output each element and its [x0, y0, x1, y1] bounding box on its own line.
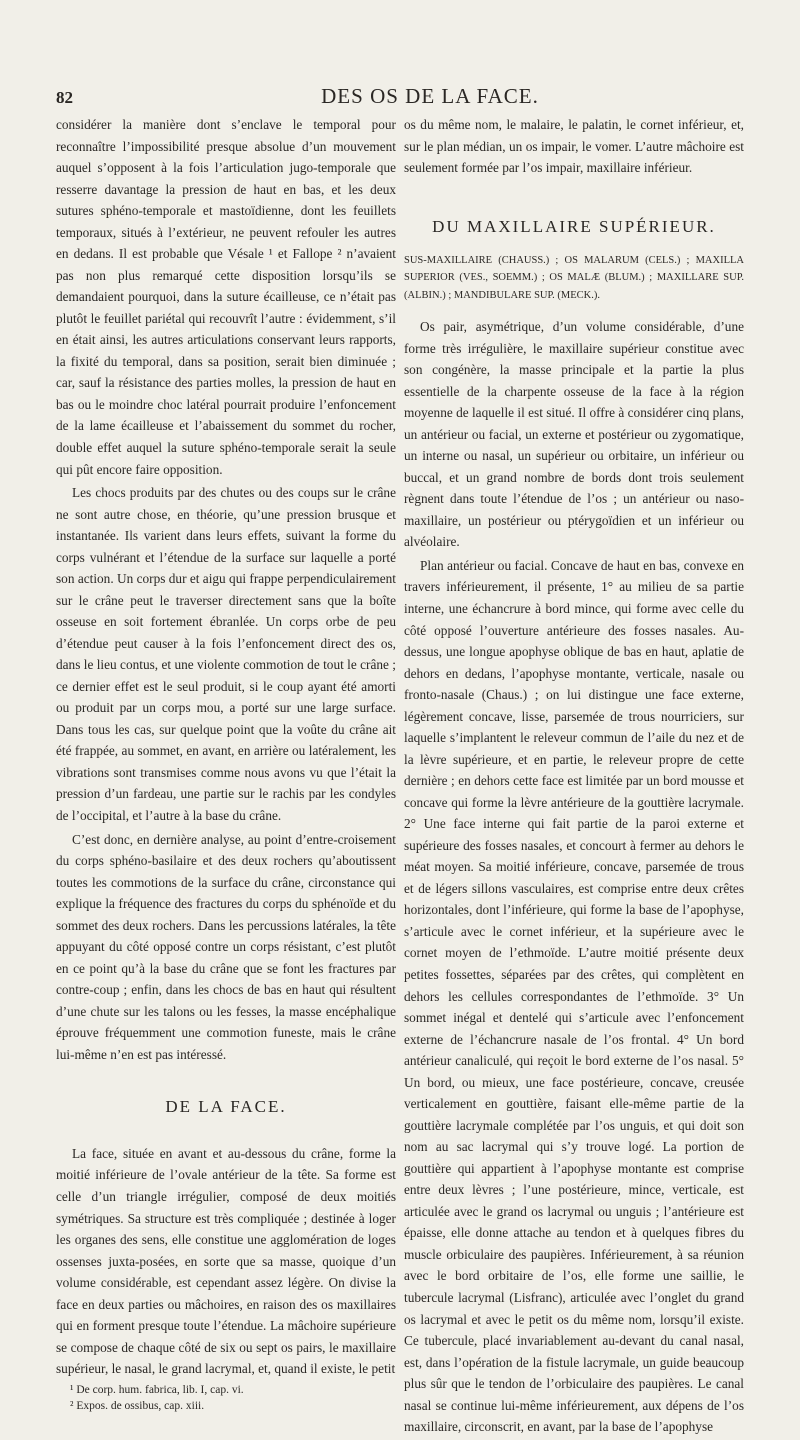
footnotes: [56, 1382, 396, 1415]
footnote: ² Expos. de ossibus, cap. xiii.: [70, 1400, 205, 1413]
right-column: [404, 114, 744, 1440]
body-paragraph: Plan antérieur ou facial. Concave de haut en bas, convexe en travers inférieurement, il présente, 1° au milieu de sa partie interne, une échancrure à bord mince, qui forme avec celle du côté opposé l’ouverture antérieure des fosses nasales. Au-dessus, une longue apophyse oblique de bas en haut, aplatie de dehors en dedans, l’apophyse montante, verticale, nasale ou fronto-nasale (Chaus.) ; on lui distingue une face externe, légèrement concave, lisse, parsemée de trous nourriciers, sur laquelle s’implantent le releveur commun de l’aile du nez et de la lèvre supérieure, et en partie, le releveur propre de cette dernière ; en dehors cette face est limitée par un bord mousse et concave qui forme la lèvre antérieure de la gouttière lacrymale. 2° Une face interne qui fait partie de la paroi externe et supérieure des fosses nasales, et concourt à fermer au dehors le méat moyen. Sa moitié inférieure, concave, parsemée de trous et de légers sillons vasculaires, est comprise entre deux crêtes horizontales, dont l’inférieure, qui forme la base de l’apophyse, s’articule avec le cornet inférieur, et la supérieure avec le cornet moyen de l’ethmoïde. L’autre moitié présente deux petites fossettes, séparées par des crêtes, qui complètent en dehors les cellules correspondantes de l’ethmoïde. 3° Un sommet inégal et dentelé qui s’articule avec l’enfoncement externe de l’échancrure nasale de l’os frontal. 4° Un bord antérieur canaliculé, qui reçoit le bord externe de l’os nasal. 5° Un bord, ou mieux, une face postérieure, concave, creusée verticalement en gouttière, faisant elle-même partie de la gouttière lacrymale complétée par l’os unguis, et qui doit son nom au sac lacrymal qui s’y trouve logé. La portion de gouttière qui appartient à l’apophyse montante est comprise entre deux lèvres ; l’une postérieure, mince, verticale, est articulée avec le grand os lacrymal ou unguis ; l’antérieure est épaisse, elle donne attache au tendon et à quelques fibres du muscle orbiculaire des paupières. Inférieurement, à sa réunion avec le bord orbitaire de l’os, elle forme une saillie, le tubercule lacrymal (Lisfranc), articulée avec l’onglet du grand os lacrymal et avec le petit os du même nom, lorsqu’il existe. Ce tubercule, placé invariablement au-devant du canal nasal, est, dans l’opération de la fistule lacrymale, un guide beaucoup plus sûr que le tendon de l’orbiculaire des paupières. Le canal nasal se continue lui-même inférieurement, aux dépens de l’os maxillaire, circonscrit, en avant, par la base de l’apophyse: [404, 557, 744, 1435]
section-title: DE LA FACE.: [165, 1097, 287, 1117]
body-paragraph: La face, située en avant et au-dessous du crâne, forme la moitié inférieure de l’ovale antérieur de la tête. Sa forme est celle d’un triangle irrégulier, composé de deux moitiés symétriques. Sa structure est très compliquée ; destinée à loger les organes des sens, elle constitue une agglomération de loges ossenses juxta-posées, en sorte que sa masse, quoique d’un volume considérable, est cependant assez légère. On divise la face en deux parties ou mâchoires, en raison des os maxillaires qui en forment presque toute l’étendue. La mâchoire supérieure se compose de chaque côté de six ou sept os pairs, le maxillaire supérieur, le nasal, le grand lacrymal, et, quand il existe, le petit: [56, 1145, 396, 1377]
synonyms-line: SUS-MAXILLAIRE (CHAUSS.) ; OS MALARUM (CELS.) ; MAXILLA SUPERIOR (VES., SOEMM.) ; OS MALÆ (BLUM.) ; MAXILLARE SUP. (ALBIN.) ; MANDIBULARE SUP. (MECK.).: [404, 255, 744, 301]
body-paragraph: considérer la manière dont s’enclave le temporal pour reconnaître l’impossibilité presque absolue d’un mouvement auquel s’opposent à la fois l’articulation jugo-temporale que resserre davantage la pression de haut en bas, et les deux sutures sphéno-temporale et mastoïdienne, dont les feuillets temporaux, situés à l’extérieur, ne peuvent refouler les autres en dedans. Il est probable que Vésale ¹ et Fallope ² n’avaient pas non plus remarqué cette disposition lorsqu’ils se demandaient pourquoi, dans la suture écailleuse, ce n’était pas plutôt le feuillet pariétal qui recouvrît l’autre : évidemment, s’il en était ainsi, les autres articulations conservant leurs rapports, la fixité du temporal, dans sa position, serait bien diminuée ; car, sauf la résistance des parties molles, la pression de haut en bas ou le moindre choc latéral pourrait produire l’enfoncement de la lame écailleuse et l’abaissement du sommet du rocher, double effet auquel la suture sphéno-temporale serait la seule qui pût encore faire opposition.: [56, 117, 396, 477]
running-head: DES OS DE LA FACE.: [321, 84, 539, 108]
body-paragraph: Les chocs produits par des chutes ou des coups sur le crâne ne sont autre chose, en théorie, qu’une pression brusque et instantanée. Ils varient dans leurs effets, suivant la forme du corps vulnérant et l’étendue de la surface sur laquelle a porté son action. Un corps dur et aigu qui frappe perpendiculairement sur le crâne peut le traverser directement sans que la boîte osseuse en soit fortement ébranlée. Un corps orbe de peu d’étendue peut causer à la fois l’enfoncement direct des os, dans le lieu contus, et une violente commotion de tout le crâne ; ce dernier effet est le seul produit, si le coup ayant été amorti ou produit par un corps mou, a porté sur une large surface. Dans tous les cas, sur quelque point que la voûte du crâne ait été frappée, au sommet, en avant, en arrière ou latéralement, les vibrations sont transmises comme nous avons vu que l’était la pression d’un fardeau, une partie sur le rachis par les condyles de l’occipital, et l’autre à la base du crâne.: [56, 485, 396, 823]
body-paragraph: Os pair, asymétrique, d’un volume considérable, d’une forme très irrégulière, le maxillaire supérieur constitue avec son congénère, la masse principale et la partie la plus essentielle de la charpente osseuse de la face à la région moyenne de laquelle il est situé. Il offre à considérer cinq plans, un antérieur ou facial, un externe et postérieur ou zygomatique, un interne ou nasal, un supérieur ou orbitaire, un inférieur ou buccal, et un grand nombre de bords dont trois seulement règnent dans toute l’étendue de l’os ; un antérieur ou naso-maxillaire, un postérieur ou ptérygoïdien et un inférieur ou alvéolaire.: [404, 319, 744, 550]
section-title: DU MAXILLAIRE SUPÉRIEUR.: [432, 216, 716, 236]
footnote: ¹ De corp. hum. fabrica, lib. I, cap. vi.: [70, 1383, 244, 1396]
page-number: 82: [56, 88, 73, 107]
left-column: [56, 114, 396, 1415]
body-paragraph: C’est donc, en dernière analyse, au point d’entre-croisement du corps sphéno-basilaire et des deux rochers qu’aboutissent toutes les commotions de la surface du crâne, circonstance qui explique la fréquence des fractures du corps du sphénoïde et du sommet des deux rochers. Dans les percussions latérales, la tête appuyant du côté opposé contre un corps résistant, c’est plutôt en ce point qu’à la base du crâne que se font les fractures par contre-coup ; enfin, dans les chocs de bas en haut qui résultent d’une chute sur les talons ou les fesses, la masse encéphalique éprouve fréquemment une commotion funeste, mais le crâne lui-même n’en est pas intéressé.: [56, 831, 396, 1062]
body-paragraph: os du même nom, le malaire, le palatin, le cornet inférieur, et, sur le plan médian, un os impair, le vomer. L’autre mâchoire est seulement formée par l’os impair, maxillaire inférieur.: [404, 117, 744, 176]
